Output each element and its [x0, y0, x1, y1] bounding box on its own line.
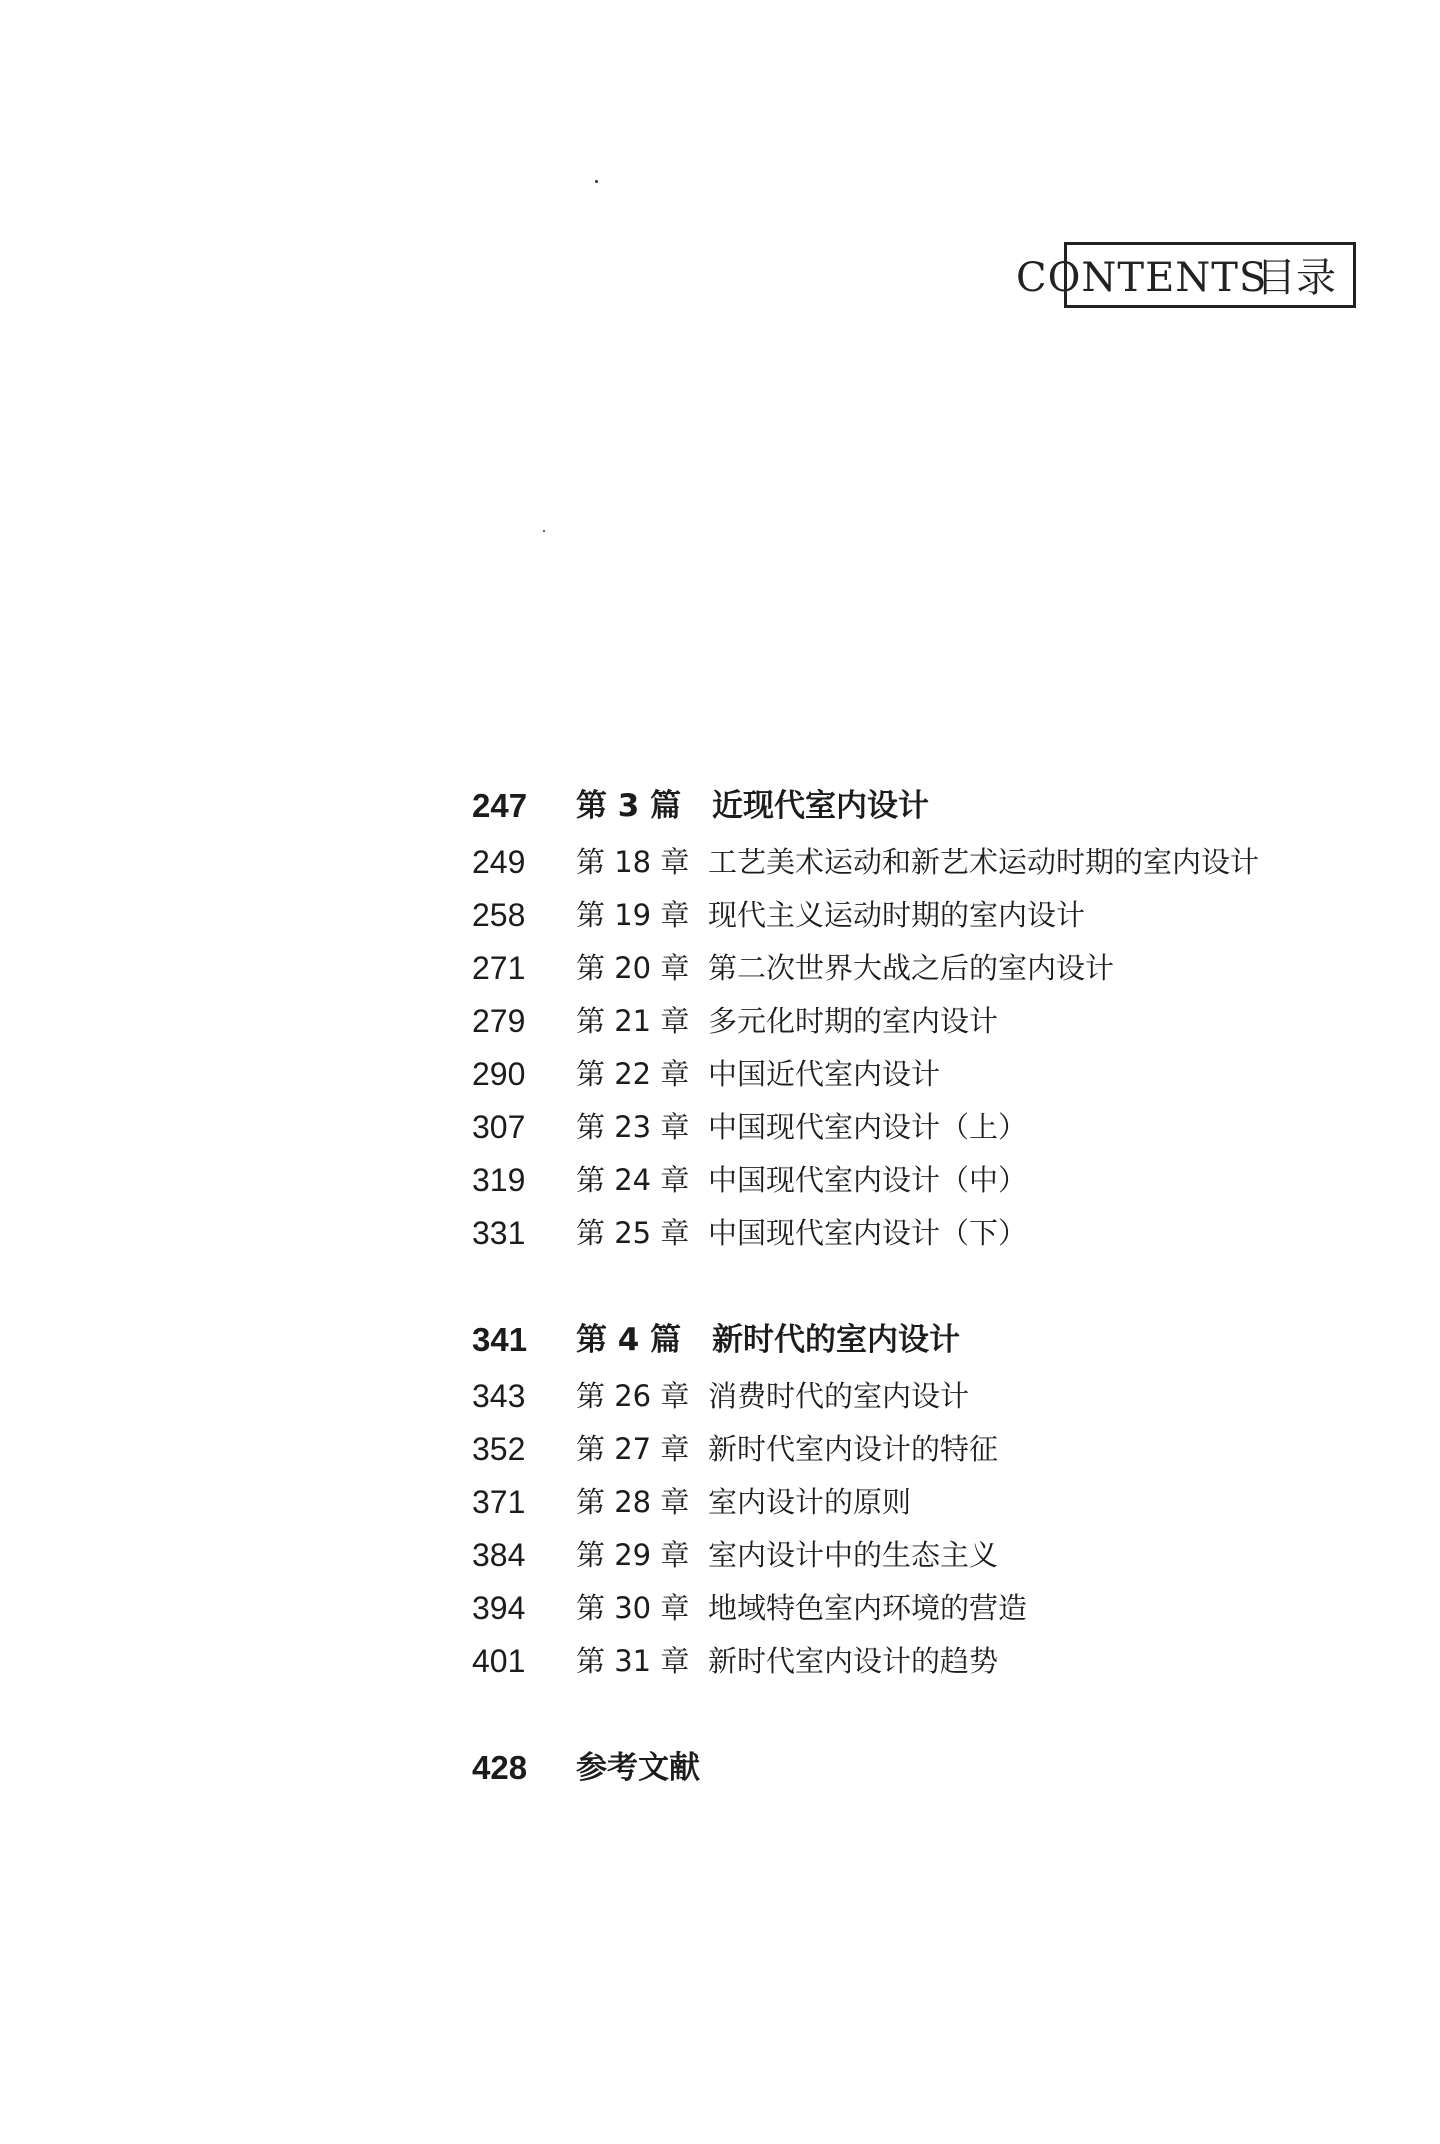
references-title: 参考文献 — [576, 1750, 700, 1786]
page-number: 394 — [472, 1590, 526, 1626]
toc-chapter-row[interactable] — [472, 1376, 1292, 1429]
chapter-title: 中国现代室内设计（中） — [708, 1163, 1028, 1197]
page-number: 331 — [472, 1215, 526, 1251]
toc-chapter-row[interactable] — [472, 1588, 1292, 1641]
chapter-number: 第 19 章 — [576, 898, 690, 932]
page-number: 384 — [472, 1537, 526, 1573]
chapter-title: 中国现代室内设计（上） — [708, 1110, 1028, 1144]
chapter-number: 第 21 章 — [576, 1004, 690, 1038]
chapter-number: 第 18 章 — [576, 845, 690, 879]
scan-speck — [595, 180, 598, 183]
page-number: 428 — [472, 1749, 528, 1786]
scan-speck — [543, 530, 545, 532]
table-of-contents — [472, 786, 1292, 1858]
toc-chapter-row[interactable] — [472, 948, 1292, 1001]
chapter-title: 中国近代室内设计 — [708, 1057, 941, 1091]
contents-header — [1016, 236, 1356, 316]
toc-part-3 — [472, 786, 1292, 1266]
chapter-number: 第 22 章 — [576, 1057, 690, 1091]
toc-chapter-row[interactable] — [472, 1054, 1292, 1107]
toc-chapter-row[interactable] — [472, 1001, 1292, 1054]
chapter-title: 新时代室内设计的趋势 — [708, 1644, 999, 1678]
chapter-number: 第 24 章 — [576, 1163, 690, 1197]
page-number: 271 — [472, 950, 526, 986]
toc-chapter-row[interactable] — [472, 895, 1292, 948]
toc-chapter-row[interactable] — [472, 1213, 1292, 1266]
contents-header-latin: CONTENTS — [1016, 255, 1268, 301]
chapter-number: 第 29 章 — [576, 1538, 690, 1572]
chapter-title: 多元化时期的室内设计 — [708, 1004, 999, 1038]
toc-chapter-row[interactable] — [472, 1160, 1292, 1213]
chapter-number: 第 31 章 — [576, 1644, 690, 1678]
part-title: 新时代的室内设计 — [712, 1322, 960, 1358]
page-number: 307 — [472, 1109, 526, 1145]
page-number: 247 — [472, 787, 528, 824]
chapter-title: 中国现代室内设计（下） — [708, 1216, 1028, 1250]
chapter-title: 室内设计的原则 — [708, 1485, 912, 1519]
chapter-number: 第 27 章 — [576, 1432, 690, 1466]
page-number: 352 — [472, 1431, 526, 1467]
toc-references-row[interactable] — [472, 1748, 1292, 1804]
chapter-number: 第 20 章 — [576, 951, 690, 985]
part-number: 第 3 篇 — [576, 788, 682, 824]
page-number: 343 — [472, 1378, 526, 1414]
toc-part-4 — [472, 1320, 1292, 1694]
page-number: 290 — [472, 1056, 526, 1092]
chapter-title: 新时代室内设计的特征 — [708, 1432, 999, 1466]
chapter-number: 第 30 章 — [576, 1591, 690, 1625]
page-number: 401 — [472, 1643, 526, 1679]
page-number: 249 — [472, 844, 526, 880]
chapter-title: 地域特色室内环境的营造 — [708, 1591, 1028, 1625]
chapter-title: 现代主义运动时期的室内设计 — [708, 898, 1086, 932]
chapter-number: 第 26 章 — [576, 1379, 690, 1413]
chapter-number: 第 23 章 — [576, 1110, 690, 1144]
toc-chapter-row[interactable] — [472, 1535, 1292, 1588]
toc-chapter-row[interactable] — [472, 1429, 1292, 1482]
page-number: 258 — [472, 897, 526, 933]
toc-part-heading[interactable] — [472, 1320, 1292, 1376]
toc-chapter-row[interactable] — [472, 1107, 1292, 1160]
chapter-title: 室内设计中的生态主义 — [708, 1538, 999, 1572]
toc-chapter-row[interactable] — [472, 1641, 1292, 1694]
chapter-title: 第二次世界大战之后的室内设计 — [708, 951, 1115, 985]
part-number: 第 4 篇 — [576, 1322, 682, 1358]
chapter-title: 消费时代的室内设计 — [708, 1379, 970, 1413]
chapter-number: 第 28 章 — [576, 1485, 690, 1519]
page-number: 371 — [472, 1484, 526, 1520]
contents-header-chinese: 目录 — [1256, 255, 1336, 301]
page-number: 319 — [472, 1162, 526, 1198]
toc-part-heading[interactable] — [472, 786, 1292, 842]
toc-chapter-row[interactable] — [472, 842, 1292, 895]
chapter-number: 第 25 章 — [576, 1216, 690, 1250]
toc-references — [472, 1748, 1292, 1804]
toc-chapter-row[interactable] — [472, 1482, 1292, 1535]
page-number: 341 — [472, 1321, 528, 1358]
part-title: 近现代室内设计 — [712, 788, 929, 824]
chapter-title: 工艺美术运动和新艺术运动时期的室内设计 — [708, 845, 1260, 879]
page-number: 279 — [472, 1003, 526, 1039]
